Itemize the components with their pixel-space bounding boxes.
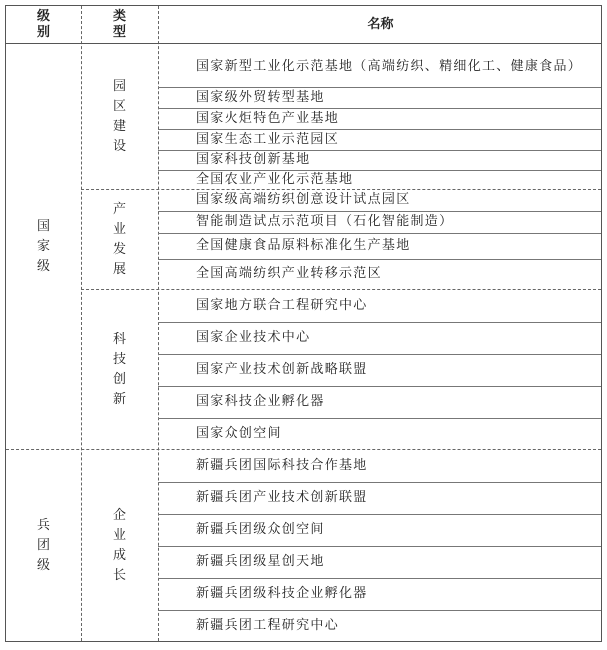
list-item: 新疆兵团产业技术创新联盟 [196,490,368,505]
type-park-construction: 园 区 建 设 [112,78,126,154]
honor-table [5,5,602,642]
list-item: 全国农业产业化示范基地 [196,171,354,187]
list-item: 新疆兵团级科技企业孵化器 [196,586,368,601]
header-level: 级 别 [36,8,50,40]
list-item: 国家科技企业孵化器 [196,393,325,409]
list-item: 国家众创空间 [196,425,282,441]
list-item: 国家新型工业化示范基地（高端纺织、精细化工、健康食品） [196,59,583,74]
list-item: 全国高端纺织产业转移示范区 [196,266,382,281]
list-item: 国家生态工业示范园区 [196,131,340,147]
list-item: 智能制造试点示范项目（石化智能制造） [196,213,454,229]
header-type: 类 型 [112,8,126,40]
type-tech-innovation: 科 技 创 新 [112,331,126,407]
list-item: 新疆兵团国际科技合作基地 [196,457,368,473]
list-item: 国家产业技术创新战略联盟 [196,361,368,377]
type-industry-development: 产 业 发 展 [112,201,126,277]
list-item: 国家级外贸转型基地 [196,89,325,105]
list-item: 新疆兵团工程研究中心 [196,617,340,633]
list-item: 新疆兵团级众创空间 [196,522,325,537]
list-item: 国家科技创新基地 [196,152,311,167]
list-item: 国家地方联合工程研究中心 [196,297,368,313]
list-item: 国家火炬特色产业基地 [196,110,340,126]
header-name: 名称 [367,16,394,32]
type-enterprise-growth: 企 业 成 长 [112,508,126,583]
list-item: 国家企业技术中心 [196,329,311,345]
list-item: 国家级高端纺织创意设计试点园区 [196,192,411,207]
list-item: 全国健康食品原料标准化生产基地 [196,237,411,253]
level-corps: 兵 团 级 [36,518,50,573]
level-national: 国 家 级 [36,218,50,274]
list-item: 新疆兵团级星创天地 [196,554,325,569]
